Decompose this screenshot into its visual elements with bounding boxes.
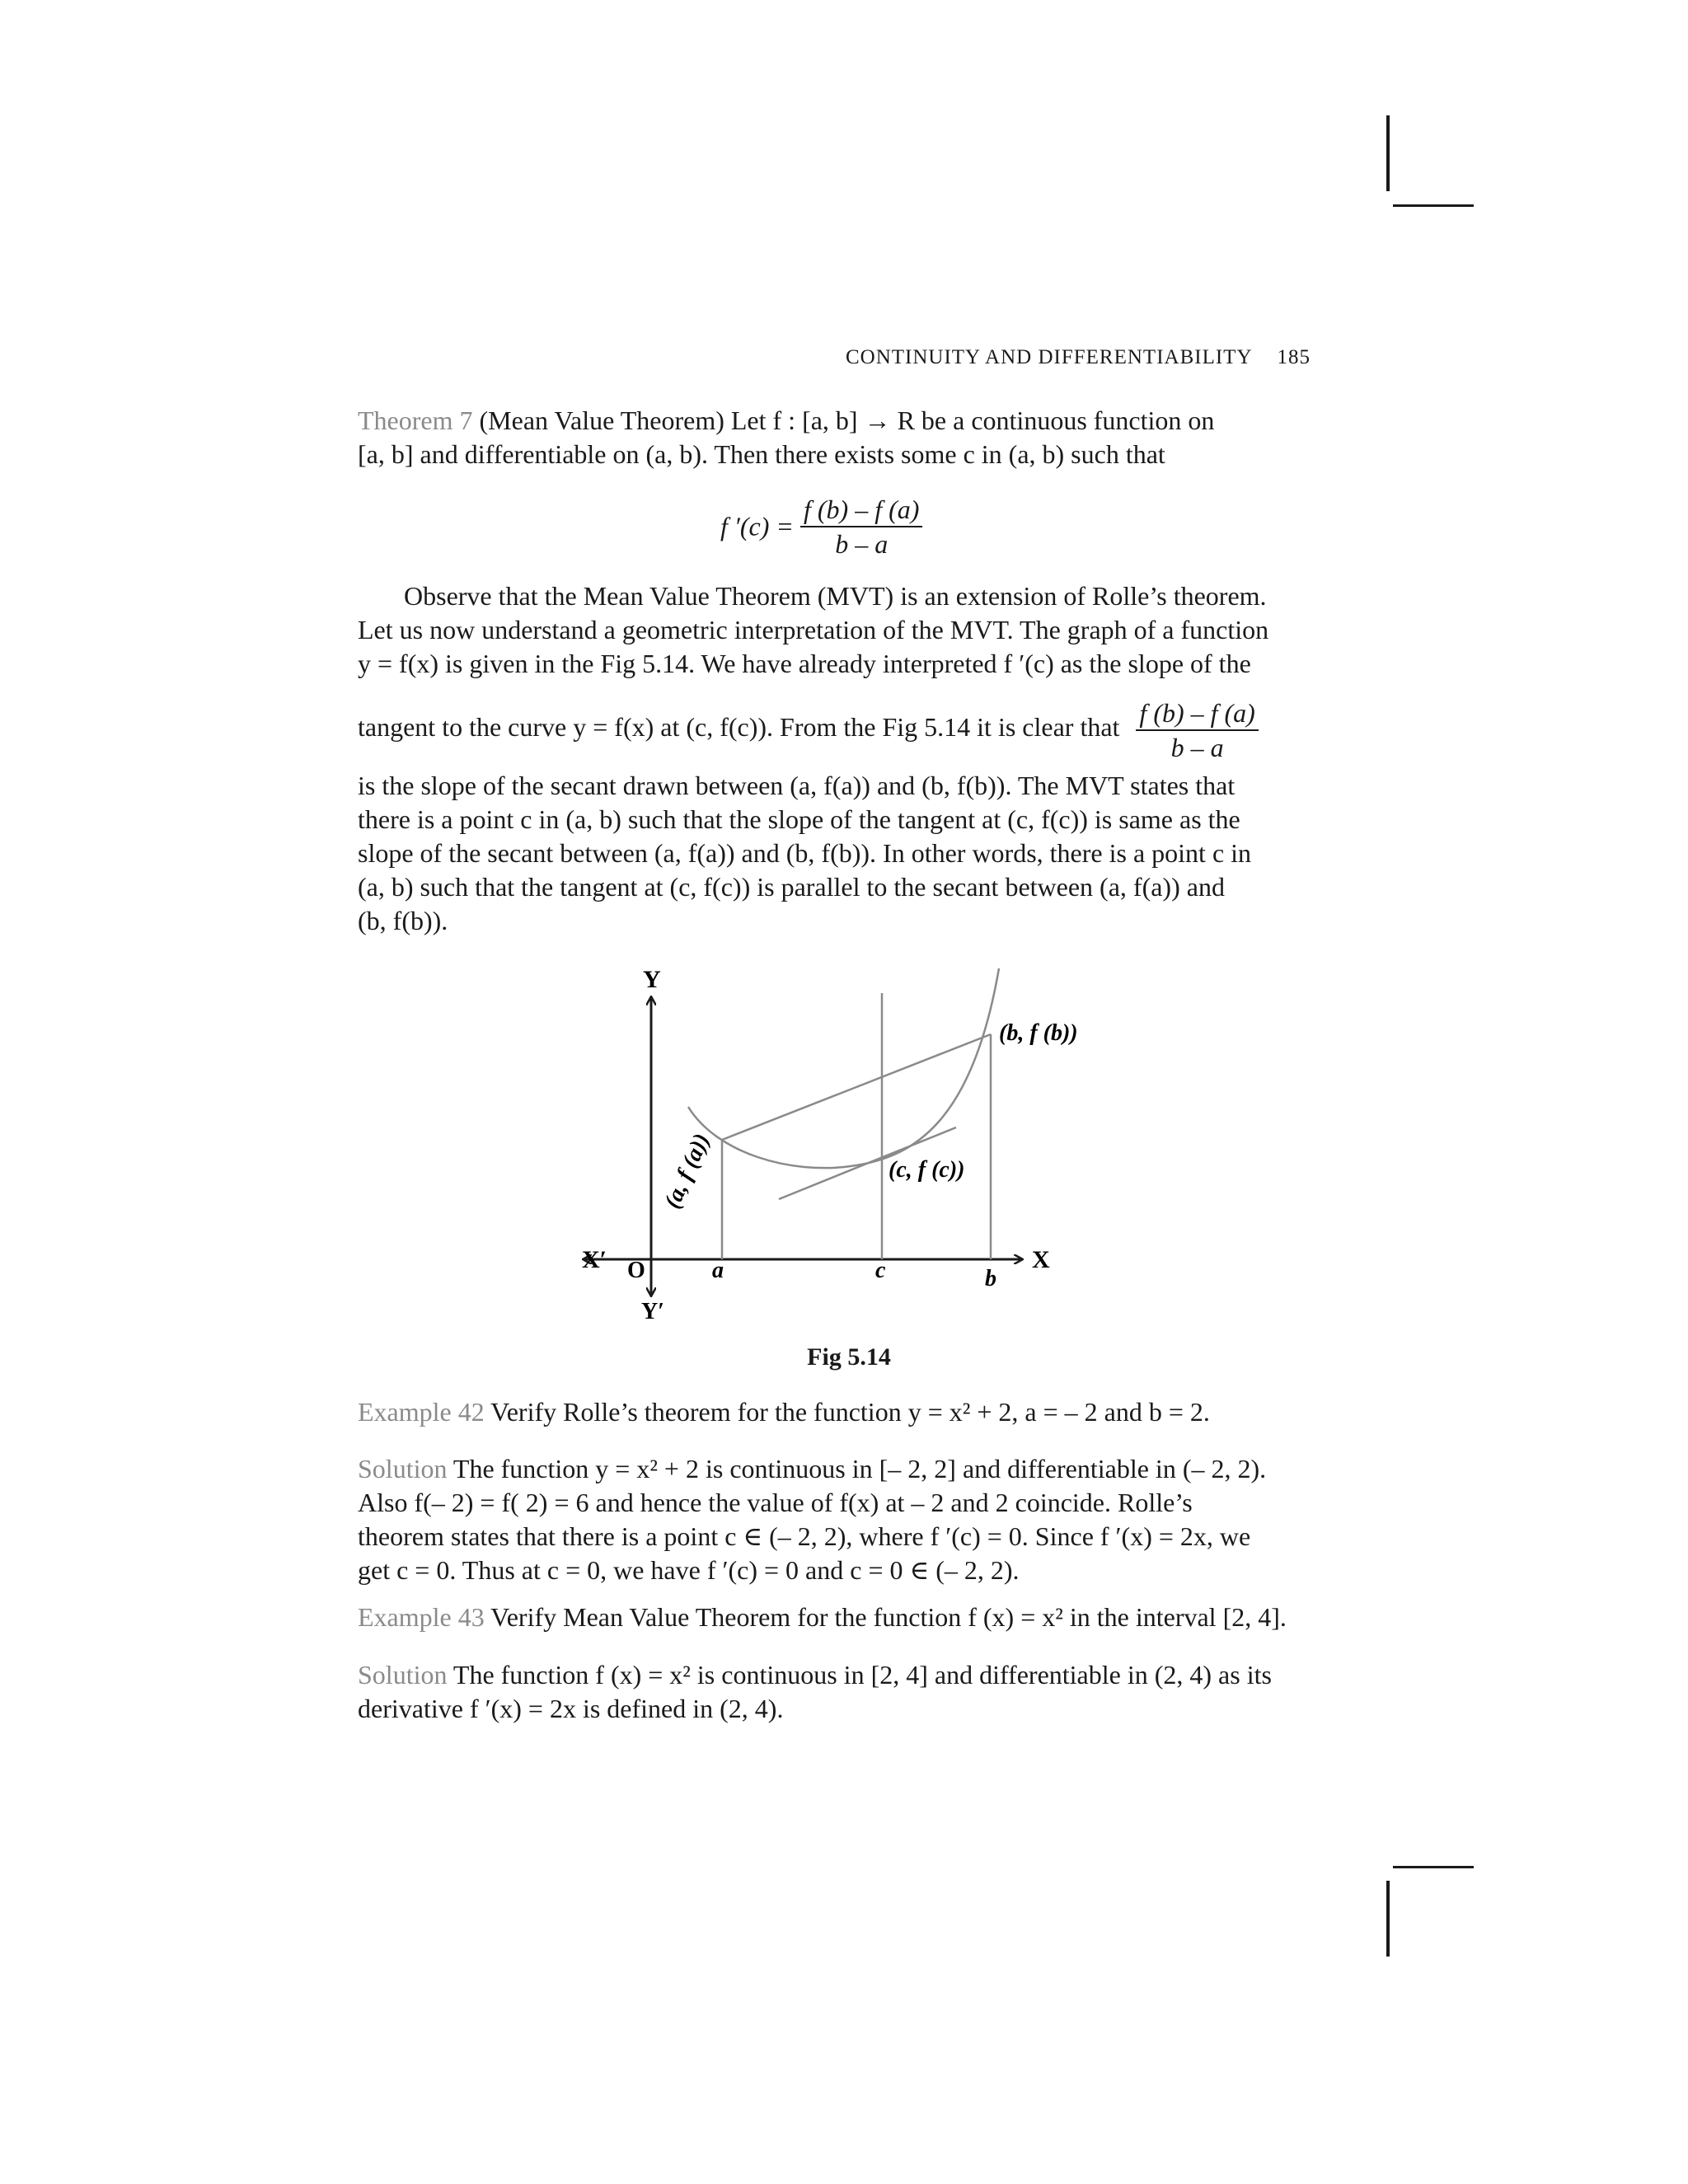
- solution-42-line-2: Also f(– 2) = f( 2) = 6 and hence the value of f(x) at – 2 and 2 coincide. Rolle’s: [358, 1488, 1193, 1517]
- secant-slope-denominator: b – a: [1170, 732, 1224, 762]
- mvt-line-2: Let us now understand a geometric interpretation of the MVT. The graph of a function: [358, 615, 1269, 644]
- theorem-label: Theorem 7: [358, 405, 473, 435]
- mvt-line-1: Observe that the Mean Value Theorem (MVT) is an extension of Rolle’s theorem.: [404, 581, 1267, 611]
- solution-43: Solution The function f (x) = x² is continuous in [2, 4] and differentiable in (2, 4) as its derivative f ′(x) = 2x is defined in (2, 4).: [358, 1658, 1312, 1726]
- mvt-line-5: is the slope of the secant drawn between (a, f(a)) and (b, f(b)). The MVT states that: [358, 771, 1236, 800]
- solution-43-label: Solution: [358, 1660, 448, 1690]
- theorem-7-line-2: [a, b] and differentiable on (a, b). Then there exists some c in (a, b) such that: [358, 439, 1165, 469]
- mvt-line-7: slope of the secant between (a, f(a)) and (b, f(b)). In other words, there is a point c in: [358, 838, 1252, 868]
- solution-43-line-2: derivative f ′(x) = 2x is defined in (2, 4).: [358, 1694, 784, 1723]
- example-42-text: Verify Rolle’s theorem for the function y = x² + 2, a = – 2 and b = 2.: [484, 1397, 1210, 1427]
- solution-42-line-3: theorem states that there is a point c ∈ (– 2, 2), where f ′(c) = 0. Since f ′(x) = 2x, we: [358, 1521, 1251, 1551]
- mvt-line-4: tangent to the curve y = f(x) at (c, f(c)). From the Fig 5.14 it is clear that: [358, 712, 1120, 742]
- x-axis-label: X: [1032, 1246, 1050, 1273]
- example-42-label: Example 42: [358, 1397, 485, 1427]
- example-42: [358, 1395, 1312, 1429]
- page-number: 185: [1277, 346, 1311, 368]
- mvt-line-9: (b, f(b)).: [358, 906, 448, 935]
- tick-label-b: b: [985, 1266, 996, 1291]
- y-axis-label: Y: [643, 966, 661, 993]
- mvt-line-6: there is a point c in (a, b) such that the slope of the tangent at (c, f(c)) is same as the: [358, 804, 1240, 834]
- running-title: CONTINUITY AND DIFFERENTIABILITY: [845, 346, 1253, 368]
- point-b-label: (b, f (b)): [999, 1020, 1078, 1046]
- origin-label: O: [627, 1258, 645, 1283]
- example-43: [358, 1601, 1312, 1634]
- solution-42-line-4: get c = 0. Thus at c = 0, we have f ′(c) = 0 and c = 0 ∈ (– 2, 2).: [358, 1555, 1020, 1585]
- formula-denominator: b – a: [835, 529, 889, 559]
- function-curve: [688, 968, 999, 1168]
- secant-line: [722, 1034, 991, 1140]
- theorem-7-line-1: Theorem 7 (Mean Value Theorem) Let f : [a, b] → R be a continuous function on: [358, 405, 1215, 435]
- formula-lhs: f ′(c) =: [720, 511, 794, 541]
- secant-slope-numerator: f (b) – f (a): [1136, 696, 1258, 731]
- figure-caption: Fig 5.14: [807, 1343, 891, 1371]
- point-c-label: (c, f (c)): [889, 1157, 965, 1183]
- example-43-text: Verify Mean Value Theorem for the function f (x) = x² in the interval [2, 4].: [484, 1602, 1287, 1632]
- mvt-line-3: y = f(x) is given in the Fig 5.14. We have already interpreted f ′(c) as the slope of the: [358, 649, 1251, 678]
- solution-42-label: Solution: [358, 1454, 448, 1483]
- y-neg-axis-label: Y′: [641, 1299, 665, 1324]
- mvt-line-8: (a, b) such that the tangent at (c, f(c)) is parallel to the secant between (a, f(a)) and: [358, 872, 1225, 902]
- point-a-label: (a, f (a)): [659, 1129, 715, 1212]
- formula-numerator: f (b) – f (a): [800, 493, 922, 527]
- tick-label-c: c: [875, 1258, 886, 1283]
- x-neg-axis-label: X′: [582, 1246, 607, 1273]
- tick-label-a: a: [712, 1258, 724, 1283]
- solution-42: Solution The function y = x² + 2 is continuous in [– 2, 2] and differentiable in (– 2, 2). Also f(– 2) = f( 2) = 6 and hence the value of f(x) at – 2 and 2 coincide. Rolle’s theorem states that there is a point c ∈ (– 2, 2), where f ′(c) = 0. Since f ′(x) = 2x, we get c = 0. Thus at c = 0, we have f ′(c) = 0 and c = 0 ∈ (– 2, 2).: [358, 1452, 1312, 1587]
- example-43-label: Example 43: [358, 1602, 485, 1632]
